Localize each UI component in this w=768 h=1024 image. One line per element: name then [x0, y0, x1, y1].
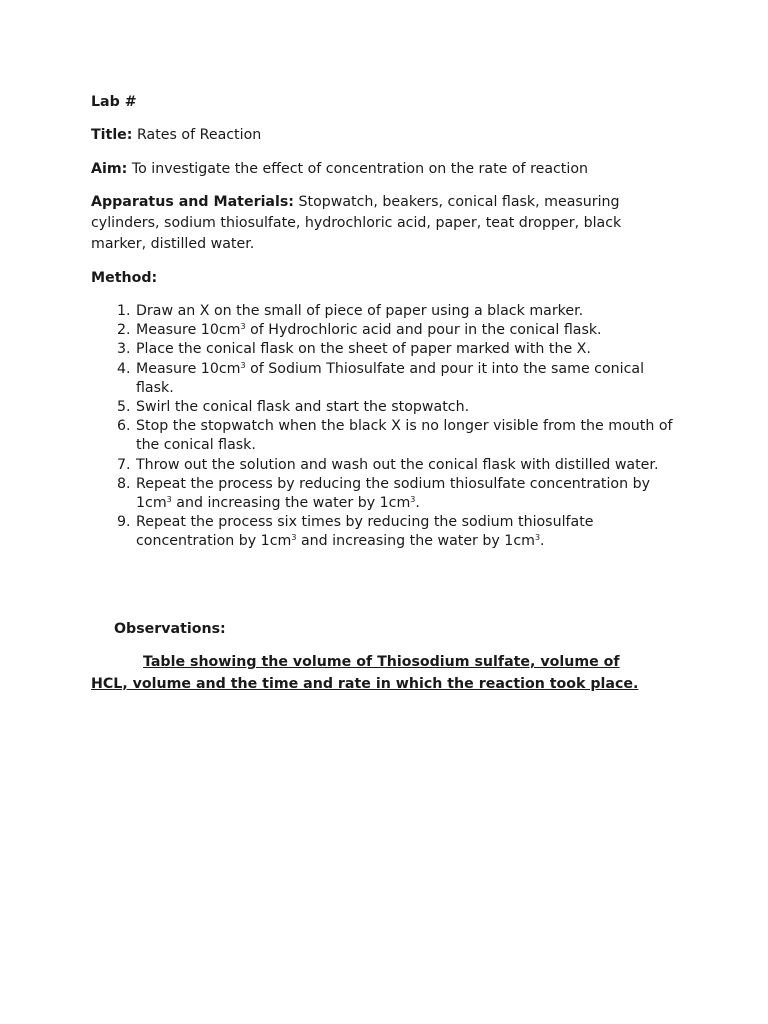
method-step	[135, 417, 681, 455]
aim-label: Aim:	[91, 161, 128, 177]
step-text: Measure 10cm	[136, 322, 241, 339]
step-text: Repeat the process six times by reducing the sodium thiosulfate concentration by 1cm	[136, 514, 594, 550]
step-text: Repeat the process by reducing the sodium thiosulfate concentration by 1cm	[136, 475, 650, 512]
superscript: 3	[166, 495, 172, 505]
apparatus-label: Apparatus and Materials:	[91, 194, 294, 210]
superscript: 3	[240, 322, 246, 332]
title-line	[91, 125, 681, 146]
superscript: 3	[410, 495, 416, 505]
method-step	[135, 302, 681, 321]
apparatus-value: Stopwatch, beakers, conical flask, measuring cylinders, sodium thiosulfate, hydrochloric acid, paper, teat dropper, black marker, distilled water.	[91, 194, 622, 252]
step-text: of Hydrochloric acid and pour in the conical flask.	[245, 322, 602, 339]
title-label: Title:	[91, 127, 133, 143]
method-step	[135, 456, 681, 475]
method-step	[135, 360, 681, 398]
step-text: .	[415, 495, 420, 512]
step-text: and increasing the water by 1cm	[296, 533, 535, 550]
step-text: Place the conical flask on the sheet of paper marked with the X.	[136, 341, 591, 358]
method-heading: Method:	[91, 270, 158, 286]
step-text: .	[540, 533, 545, 550]
aim-line	[91, 159, 681, 180]
observations-heading: Observations:	[114, 621, 226, 637]
lab-number-heading: Lab #	[91, 94, 137, 110]
step-text: Draw an X on the small of piece of paper using a black marker.	[136, 303, 584, 319]
method-step	[135, 475, 681, 513]
superscript: 3	[291, 533, 297, 543]
step-text: Stop the stopwatch when the black X is no longer visible from the mouth of the conical flask.	[136, 418, 673, 454]
step-text: and increasing the water by 1cm	[171, 495, 411, 512]
method-step	[135, 321, 681, 340]
superscript: 3	[240, 360, 246, 370]
method-step	[135, 398, 681, 417]
method-steps-list	[91, 302, 681, 552]
step-text: Throw out the solution and wash out the conical flask with distilled water.	[136, 456, 659, 473]
title-value: Rates of Reaction	[137, 127, 262, 143]
method-step	[135, 340, 681, 359]
apparatus-paragraph	[91, 192, 666, 255]
step-text: Swirl the conical flask and start the stopwatch.	[136, 399, 470, 416]
superscript: 3	[534, 533, 541, 543]
aim-value: To investigate the effect of concentration on the rate of reaction	[131, 161, 588, 177]
table-caption: Table showing the volume of Thiosodium sulfate, volume of HCL, volume and the time and rate in which the reaction took place.	[91, 654, 639, 692]
step-text: of Sodium Thiosulfate and pour it into the same conical flask.	[136, 360, 645, 396]
method-step	[135, 513, 681, 551]
step-text: Measure 10cm	[136, 360, 241, 377]
